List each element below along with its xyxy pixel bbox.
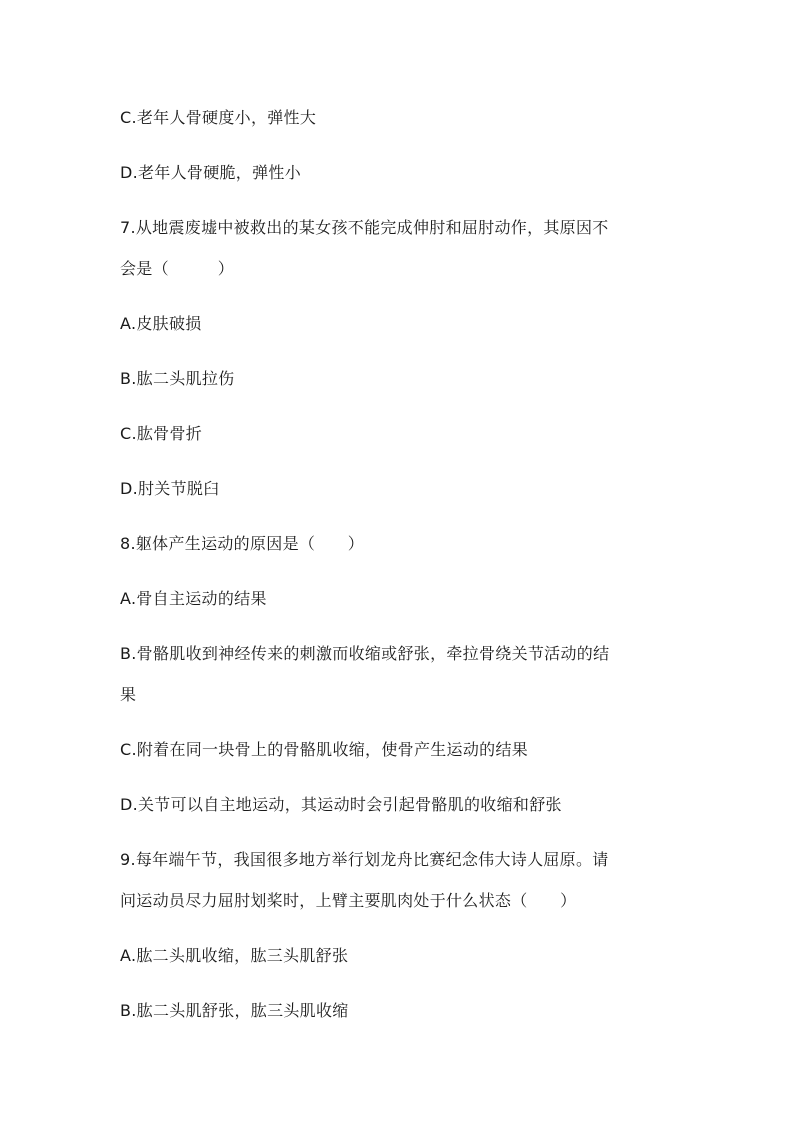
option-d-q6: D.老年人骨硬脆，弹性小 [120,163,302,182]
option-c-q8: C.附着在同一块骨上的骨骼肌收缩，使骨产生运动的结果 [120,740,529,759]
question-9-line-2: 问运动员尽力屈肘划桨时，上臂主要肌肉处于什么状态（ ） [120,891,577,910]
question-7-line-2: 会是（ ） [120,259,235,278]
option-c-q6: C.老年人骨硬度小，弹性大 [120,108,317,127]
option-d-q7: D.肘关节脱臼 [120,479,220,498]
question-7-line-1: 7.从地震废墟中被救出的某女孩不能完成伸肘和屈肘动作，其原因不 [120,218,609,237]
option-b-q8-line-1: B.骨骼肌收到神经传来的刺激而收缩或舒张，牵拉骨绕关节活动的结 [120,644,610,663]
option-d-q8: D.关节可以自主地运动，其运动时会引起骨骼肌的收缩和舒张 [120,795,562,814]
option-b-q7: B.肱二头肌拉伤 [120,369,235,388]
option-a-q8: A.骨自主运动的结果 [120,589,267,608]
question-8: 8.躯体产生运动的原因是（ ） [120,534,365,553]
question-9-line-1: 9.每年端午节，我国很多地方举行划龙舟比赛纪念伟大诗人屈原。请 [120,850,609,869]
option-a-q9: A.肱二头肌收缩，肱三头肌舒张 [120,946,349,965]
option-b-q8-line-2: 果 [120,685,137,704]
option-b-q9: B.肱二头肌舒张，肱三头肌收缩 [120,1001,349,1020]
option-c-q7: C.肱骨骨折 [120,424,203,443]
option-a-q7: A.皮肤破损 [120,314,202,333]
